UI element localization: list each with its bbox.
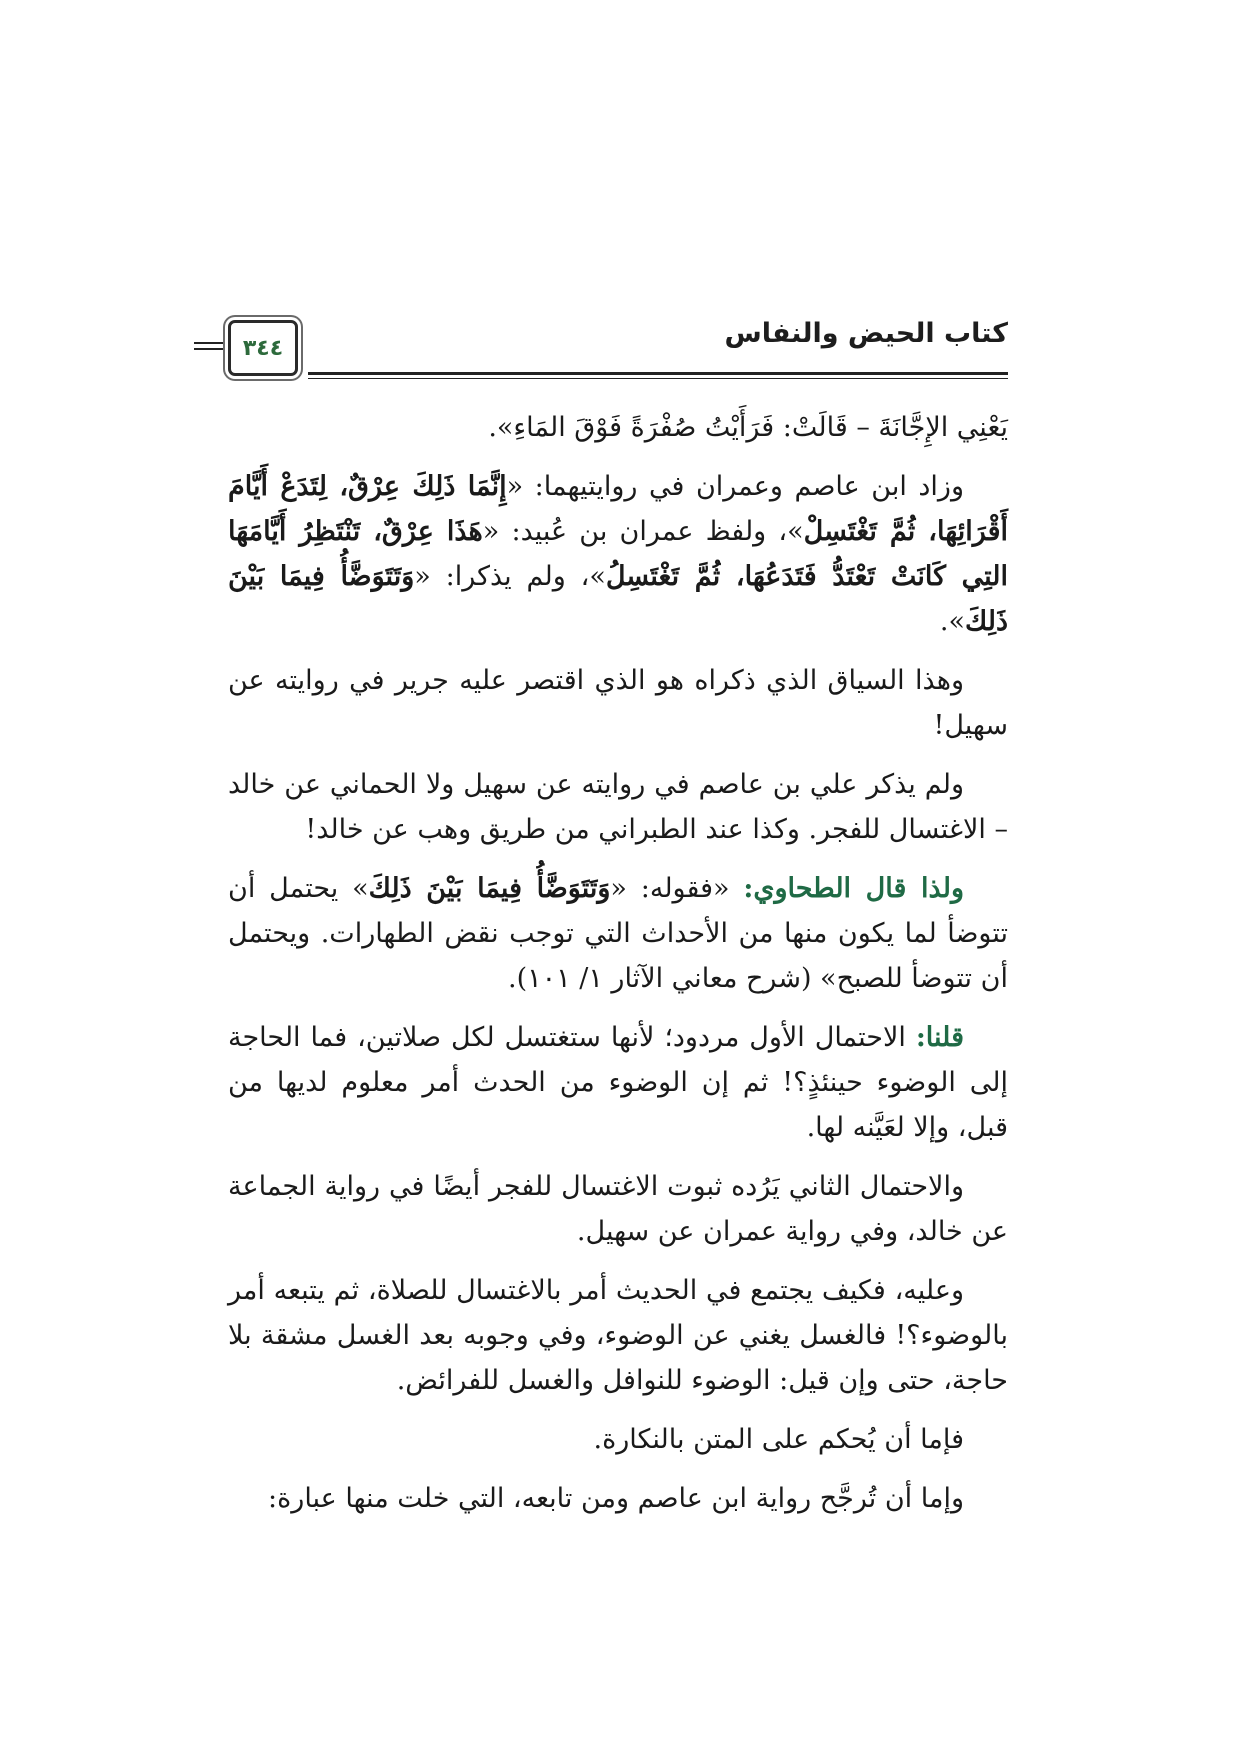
text-run: ». [939,606,965,637]
text-run: ولم يذكر علي بن عاصم في روايته عن سهيل ولا الحماني عن خالد – الاغتسال للفجر. وكذا عند الطبراني من طريق وهب عن خالد! [228,769,1008,845]
text-run: «فقوله: « [610,873,744,904]
hadith-quote: وَتَتَوَضَّأُ فِيمَا بَيْنَ ذَلِكَ [228,561,1008,637]
text-run: الاحتمال الأول مردود؛ لأنها ستغتسل لكل صلاتين، فما الحاجة إلى الوضوء حينئذٍ؟! ثم إن الوضوء من الحدث أمر معلوم لديها من قبل، وإلا لعَيَّنه لها. [228,1022,1008,1143]
header-rule-thin [308,378,1008,379]
text-run: وزاد ابن عاصم وعمران في روايتيهما: « [506,471,964,502]
page-number: ٣٤٤ [242,335,284,361]
paragraph-7 [228,1164,1008,1254]
header-rule-thick [308,372,1008,375]
page-number-badge [228,320,298,376]
paragraph-1 [228,405,1008,450]
book-title: كتاب الحيض والنفاس [724,318,1008,349]
section-label: قلنا: [915,1022,964,1053]
page-header [228,318,1008,394]
hadith-quote: إِنَّمَا ذَلِكَ عِرْقٌ، لِتَدَعْ أَيَّامَ أَقْرَائِهَا، ثُمَّ تَغْتَسِلْ [228,471,1009,547]
paragraph-5 [228,866,1008,1001]
paragraph-3 [228,658,1008,748]
paragraph-2 [228,464,1008,644]
header-rule-left-lower [194,348,224,350]
header-rule-left-upper [194,342,224,344]
paragraph-8 [228,1268,1008,1403]
text-run: »، ولفظ عمران بن عُبيد: « [482,516,804,547]
text-run: وهذا السياق الذي ذكراه هو الذي اقتصر عليه جرير في روايته عن سهيل! [228,665,1008,741]
text-run: »، ولم يذكرا: « [414,561,606,592]
text-run: وإما أن تُرجَّح رواية ابن عاصم ومن تابعه، التي خلت منها عبارة: [268,1483,964,1514]
hadith-quote: هَذَا عِرْقٌ، تَنْتَظِرُ أَيَّامَهَا التِي كَانَتْ تَعْتَدُّ فَتَدَعُهَا، ثُمَّ تَغْتَسِلُ [228,516,1008,592]
paragraph-10 [228,1476,1008,1521]
paragraph-4 [228,762,1008,852]
text-run: فإما أن يُحكم على المتن بالنكارة. [593,1424,964,1455]
paragraph-9 [228,1417,1008,1462]
paragraph-6 [228,1015,1008,1150]
section-label: ولذا قال الطحاوي: [743,873,964,904]
text-run: يَعْنِي الإِجَّانَةَ – قَالَتْ: فَرَأَيْتُ صُفْرَةً فَوْقَ المَاءِ». [488,412,1008,443]
page-body [228,405,1008,1535]
hadith-quote: وَتَتَوَضَّأُ فِيمَا بَيْنَ ذَلِكَ [368,873,611,904]
text-run: » يحتمل أن تتوضأ لما يكون منها من الأحداث التي توجب نقض الطهارات. ويحتمل أن تتوضأ للصبح» (شرح معاني الآثار ١/ ١٠١). [228,873,1008,994]
text-run: وعليه، فكيف يجتمع في الحديث أمر بالاغتسال للصلاة، ثم يتبعه أمر بالوضوء؟! فالغسل يغني عن الوضوء، وفي وجوبه بعد الغسل مشقة بلا حاجة، حتى وإن قيل: الوضوء للنوافل والغسل للفرائض. [228,1275,1008,1396]
text-run: والاحتمال الثاني يَرُده ثبوت الاغتسال للفجر أيضًا في رواية الجماعة عن خالد، وفي رواية عمران عن سهيل. [228,1171,1008,1247]
